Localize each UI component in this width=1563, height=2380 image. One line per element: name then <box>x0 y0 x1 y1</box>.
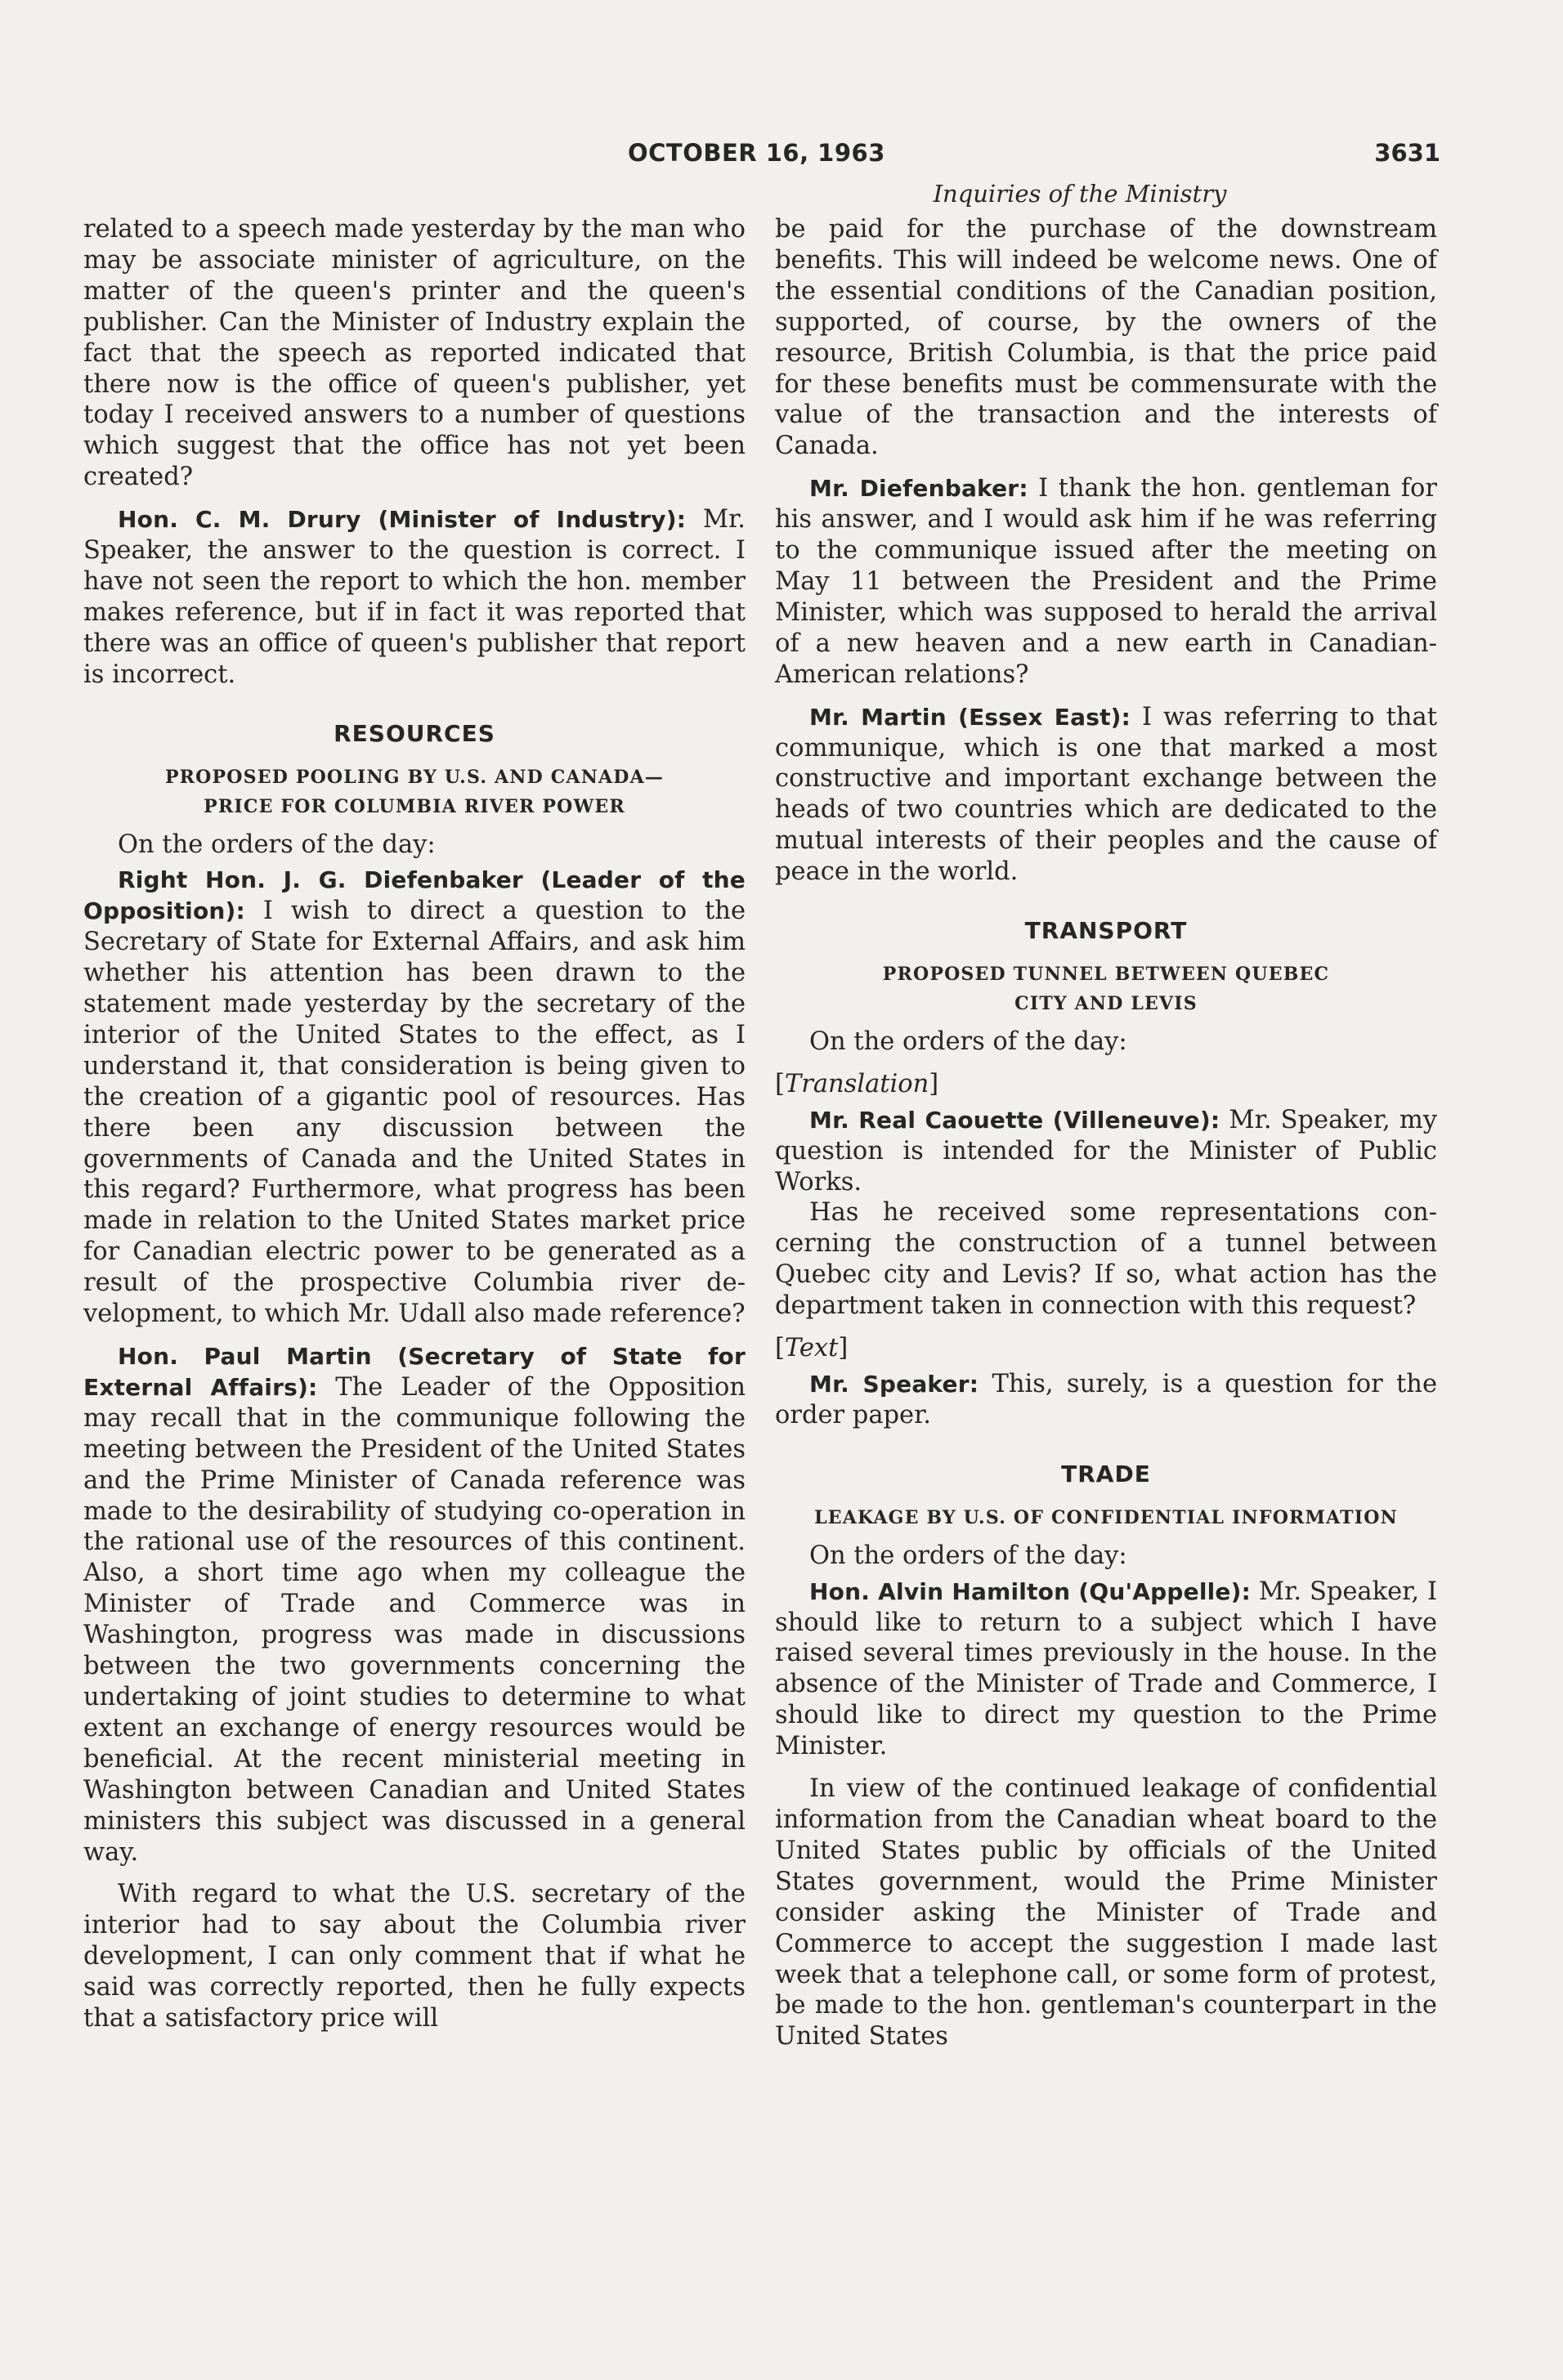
speech-text: Mr. Speaker, I should like to return to a subject which I have raised several times previously in the house. In the absence of the Minister of Trade and Commerce, I should like to direct my question to the Prime Minister. <box>775 1577 1437 1761</box>
speech-text: Mr. Speaker, the answer to the question is correct. I have not seen the report to which the hon. member makes reference, but if in fact it was reported that there was an office of queen's publisher that report is incorrect. <box>83 505 746 689</box>
speech-text: I thank the hon. gentleman for his answer, and I would ask him if he was referring to the communique issued after the meeting on May 11 between the President and the Prime Minister, which was supposed to herald the arrival of a new heaven and a new earth in Canadian-American relations? <box>775 474 1437 689</box>
orders-of-day: On the orders of the day: <box>809 1541 1127 1570</box>
paragraph <box>83 504 746 690</box>
left-column <box>83 214 746 2034</box>
header-date: OCTOBER 16, 1963 <box>628 139 885 167</box>
subheading-line: PROPOSED TUNNEL BETWEEN QUEBEC <box>882 963 1330 985</box>
subheading-line: LEAKAGE BY U.S. OF CONFIDENTIAL INFORMATION <box>814 1506 1398 1528</box>
paragraph <box>775 473 1437 690</box>
paragraph: related to a speech made yesterday by the man who may be associate minister of agriculture, on the matter of the queen's printer and the queen's publisher. Can the Minister of Industry explain the fact that the speech as reported indicated that there now is the office of queen's publisher, yet today I received answers to a number of questions which suggest that the office has not yet been created? <box>83 215 746 492</box>
orders-of-day: On the orders of the day: <box>118 830 436 859</box>
speech-text: The Leader of the Opposition may recall that in the communique following the meeting between the President of the United States and the Prime Minister of Canada reference was made to the desirability of studying co-operation in the rational use of the resources of this continent. Also, a short time ago when my colleague the Minister of Trade and Commerce was in Washington, progress was made in discussions between the two governments concerning the undertaking of joint studies to determine to what extent an exchange of energy resources would be beneficial. At the recent ministerial meeting in Washington between Canadian and United States ministers this subject was discussed in a general way. <box>83 1372 746 1867</box>
speaker-name: Mr. Martin (Essex East): <box>809 703 1131 731</box>
speaker-name: Right Hon. J. G. Diefenbaker (Leader of the Opposition): <box>83 866 746 925</box>
subheading-line: CITY AND LEVIS <box>1014 992 1198 1014</box>
paragraph: In view of the continued leakage of confidential information from the Canadian wheat board to the United States public by officials of the United States government, would the Prime Minister consider asking the Minister of Trade and Commerce to accept the suggestion I made last week that a telephone call, or some form of protest, be made to the hon. gentleman's counterpart in the United States <box>775 1774 1437 2051</box>
section-heading: TRANSPORT <box>1024 917 1188 945</box>
speech-text: I was referring to that communique, which is one that marked a most constructive and important exchange between the heads of two countries which are dedicated to the mutual interests of their peoples and the cause of peace in the world. <box>775 702 1437 887</box>
speaker-name: Mr. Real Caouette (Villeneuve): <box>809 1106 1220 1134</box>
paragraph: With regard to what the U.S. secretary of the interior had to say about the Columbia river development, I can only comment that if what he said was correctly reported, then he fully expects that a satisfactory price will <box>83 1880 746 2033</box>
right-column <box>775 214 1437 2052</box>
speech-text: I wish to direct a question to the Secretary of State for External Affairs, and ask him whether his attention has been drawn to the statement made yesterday by the secretary of the interior of the United States to the effect, as I understand it, that consideration is being given to the creation of a gigantic pool of resources. Has there been any discussion between the governments of Canada and the United States in this regard? Furthermore, what progress has been made in relation to the United States market price for Canadian electric power to be generated as a result of the prospective Columbia river development, to which Mr. Udall also made reference? <box>83 897 746 1329</box>
speaker-name: Mr. Diefenbaker: <box>809 475 1028 503</box>
paragraph <box>775 1105 1437 1198</box>
subheading <box>775 1503 1437 1532</box>
speaker-name: Hon. Paul Martin (Secretary of State for External Affairs): <box>83 1343 746 1401</box>
subheading <box>83 763 746 821</box>
orders-of-day: On the orders of the day: <box>809 1027 1127 1056</box>
page-number: 3631 <box>1374 139 1440 167</box>
page-header <box>82 139 1481 180</box>
paragraph <box>83 1341 746 1868</box>
text-note-text: Text <box>784 1334 839 1363</box>
translation-note-text: Translation <box>784 1069 929 1098</box>
paragraph <box>775 702 1437 888</box>
subheading-line: PRICE FOR COLUMBIA RIVER POWER <box>204 795 625 817</box>
speaker-name: Mr. Speaker: <box>809 1371 979 1398</box>
section-heading: TRADE <box>1061 1460 1151 1488</box>
subheading <box>775 960 1437 1018</box>
speaker-name: Hon. C. M. Drury (Minister of Industry): <box>118 506 687 534</box>
translation-note: [Translation] <box>775 1069 939 1098</box>
speech-text: This, surely, is a question for the order paper. <box>775 1370 1437 1429</box>
paragraph <box>83 865 746 1330</box>
paragraph: Has he received some representations concerning the construction of a tunnel between Quebec city and Levis? If so, what action has the department taken in connection with this request? <box>775 1198 1437 1321</box>
paragraph: be paid for the purchase of the downstream benefits. This will indeed be welcome news. One of the essential conditions of the Canadian position, supported, of course, by the owners of the resource, British Columbia, is that the price paid for these benefits must be commensurate with the value of the transaction and the interests of Canada. <box>775 215 1437 461</box>
section-heading: RESOURCES <box>334 719 495 747</box>
running-head: Inquiries of the Ministry <box>933 180 1227 208</box>
speech-text: Mr. Speaker, my question is intended for the Minister of Public Works. <box>775 1105 1437 1197</box>
subheading-line: PROPOSED POOLING BY U.S. AND CANADA— <box>164 766 665 788</box>
text-note: [Text] <box>775 1334 849 1363</box>
speaker-name: Hon. Alvin Hamilton (Qu'Appelle): <box>809 1577 1252 1605</box>
paragraph <box>775 1369 1437 1431</box>
paragraph <box>775 1577 1437 1762</box>
